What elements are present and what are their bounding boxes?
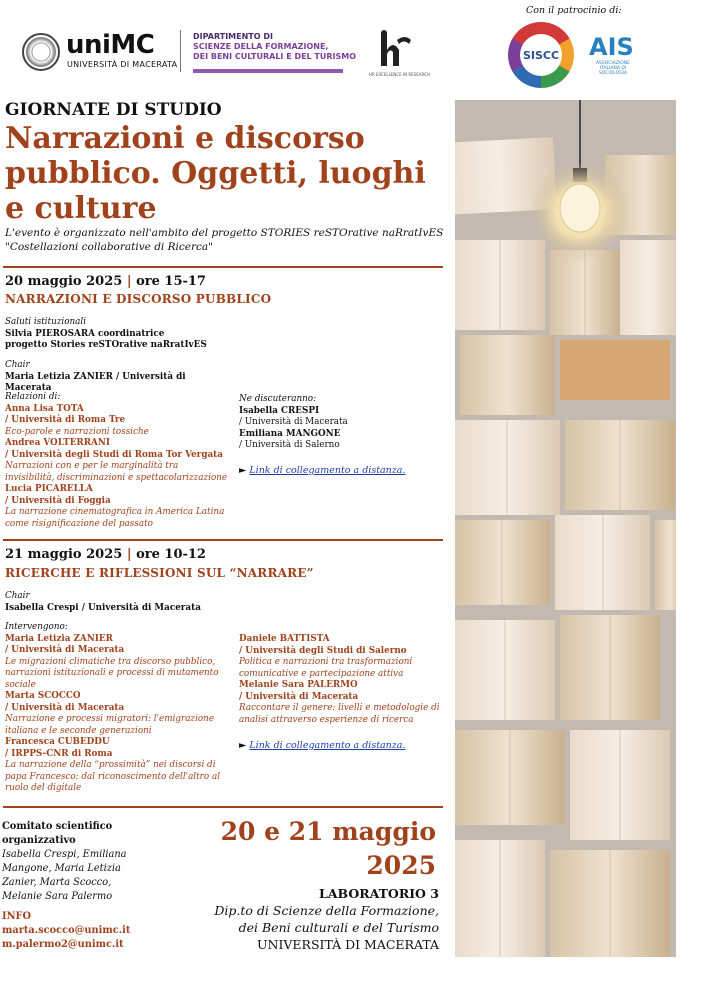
greetings-name: Silvia PIEROSARA coordinatrice	[5, 328, 165, 339]
speaker-talk: Eco-parole e narrazioni tossiche	[5, 426, 149, 437]
speaker-affiliation: / Università di Macerata	[239, 691, 359, 702]
hr-caption: HR EXCELLENCE IN RESEARCH	[369, 72, 430, 77]
day1-chair	[5, 360, 235, 395]
venue-department: Dip.to di Scienze della Formazione, dei Beni culturali e del Turismo	[214, 903, 439, 935]
chair-label: Chair	[5, 360, 30, 370]
unimc-logo: uniMC	[66, 30, 155, 60]
greetings-label: Saluti istituzionali	[5, 317, 87, 327]
speaker-talk: Raccontare il genere: livelli e metodologie di analisi attraverso esperienze di ricerca	[239, 703, 440, 725]
day2-remote-link[interactable]: Link di collegamento a distanza.	[249, 740, 406, 751]
speaker-name: Melanie Sara PALERMO	[239, 680, 358, 690]
department-line: SCIENZE DELLA FORMAZIONE,	[193, 42, 329, 51]
day2-remote-link-row	[239, 740, 405, 751]
speaker-name: Francesca CUBEDDU	[5, 737, 110, 747]
day1-section-title: NARRAZIONI E DISCORSO PUBBLICO	[5, 292, 272, 306]
day2-date-line	[5, 547, 206, 562]
day1-discussants	[239, 394, 444, 452]
speaker-affiliation: / IRPPS-CNR di Roma	[5, 748, 113, 759]
speaker-affiliation: / Università di Foggia	[5, 495, 111, 506]
day2-time: ore 10-12	[136, 547, 206, 562]
venue-block	[195, 885, 439, 953]
speaker-talk: Narrazione e processi migratori: l'emigrazione italiana e le seconde generazioni	[5, 714, 215, 736]
day2-section-title: RICERCHE E RIFLESSIONI SUL “NARRARE”	[5, 566, 314, 580]
speaker-affiliation: / Università degli Studi di Roma Tor Vergata	[5, 449, 223, 460]
day1-greetings	[5, 317, 235, 352]
speaker-affiliation: / Università di Macerata	[5, 645, 125, 655]
patronage-label: Con il patrocinio di:	[526, 5, 622, 16]
chair-name: Isabella Crespi / Università di Macerata	[5, 602, 201, 613]
day2-speakers-left	[5, 622, 227, 795]
logo-divider	[180, 30, 181, 72]
day1-date: 20 maggio 2025	[5, 274, 123, 289]
speaker-talk: La narrazione della “prossimità” nei discorsi di papa Francesco: dal riconoscimento dell'altro al ruolo del digitale	[5, 760, 221, 793]
department-logo	[193, 32, 356, 62]
discussant-name: Isabella CRESPI	[239, 405, 320, 416]
kicker: GIORNATE DI STUDIO	[5, 100, 222, 120]
arrow-right-icon: ►	[239, 740, 247, 751]
speaker-name: Lucia PICARELLA	[5, 484, 93, 494]
venue-room: LABORATORIO 3	[319, 886, 439, 901]
department-line: DIPARTIMENTO DI	[193, 32, 273, 41]
speaker-name: Marta SCOCCO	[5, 691, 81, 701]
hr-excellence-icon	[375, 30, 415, 70]
speaker-name: Daniele BATTISTA	[239, 634, 330, 644]
discussant-affiliation: / Università di Macerata	[239, 417, 348, 427]
speakers-label: Intervengono:	[5, 622, 68, 632]
committee-members: Isabella Crespi, Emiliana Mangone, Maria Letizia Zanier, Marta Scocco, Melanie Sara Palermo	[2, 849, 127, 902]
committee-title: Comitato scientifico organizzativo	[2, 821, 113, 846]
committee-block	[2, 820, 152, 952]
speaker-name: Maria Letizia ZANIER	[5, 633, 113, 644]
discussants-label: Ne discuteranno:	[239, 394, 317, 404]
event-intro: L'evento è organizzato nell'ambito del progetto STORIES reSTOrative naRratIvES "Costellazioni collaborative di Ricerca"	[5, 227, 444, 253]
speaker-affiliation: / Università degli Studi di Salerno	[239, 645, 407, 656]
day2-date: 21 maggio 2025	[5, 547, 123, 562]
siscc-logo: SISCC	[520, 34, 562, 76]
speaker-name: Andrea VOLTERRANI	[5, 438, 111, 448]
speaker-talk: Politica e narrazioni tra trasformazioni comunicative e partecipazione attiva	[239, 657, 413, 679]
greetings-role: progetto Stories reSTOrative naRratIvES	[5, 340, 207, 350]
unimc-subtitle: UNIVERSITÀ DI MACERATA	[67, 60, 178, 69]
speakers-label: Relazioni di:	[5, 392, 61, 402]
event-dates: 20 e 21 maggio 2025	[220, 817, 436, 880]
arrow-right-icon: ►	[239, 465, 247, 476]
venue-university: UNIVERSITÀ DI MACERATA	[256, 937, 439, 952]
separator: |	[122, 547, 137, 562]
info-label: INFO	[2, 911, 32, 922]
speaker-affiliation: / Università di Macerata	[5, 702, 125, 713]
photo-illustration	[455, 100, 676, 957]
email-link[interactable]: m.palermo2@unimc.it	[2, 939, 124, 950]
ais-subtitle: ASSOCIAZIONE ITALIANA DI SOCIOLOGIA	[595, 61, 631, 76]
lightbulb-icon	[560, 184, 600, 232]
day1-date-line	[5, 274, 206, 289]
divider	[3, 806, 443, 808]
page-title: Narrazioni e discorso pubblico. Oggetti, luoghi e culture	[5, 121, 426, 226]
divider	[3, 266, 443, 268]
divider	[3, 539, 443, 541]
discussant-name: Emiliana MANGONE	[239, 428, 341, 439]
speaker-talk: Narrazioni con e per le marginalità tra invisibilità, discriminazioni e spettacolarizzazione	[5, 461, 228, 483]
department-logo-bar	[193, 69, 343, 73]
separator: |	[122, 274, 137, 289]
day1-time: ore 15-17	[136, 274, 206, 289]
day2-chair	[5, 591, 235, 614]
speaker-affiliation: / Università di Roma Tre	[5, 415, 126, 425]
chair-label: Chair	[5, 591, 30, 601]
chair-name: Maria Letizia ZANIER / Università di Macerata	[5, 371, 186, 393]
day1-remote-link-row	[239, 465, 405, 476]
email-link[interactable]: marta.scocco@unimc.it	[2, 925, 131, 936]
discussant-affiliation: / Università di Salerno	[239, 440, 340, 450]
speaker-talk: Le migrazioni climatiche tra discorso pubblico, narrazioni istituzionali e processi di mutamento sociale	[5, 656, 219, 690]
speaker-name: Anna Lisa TOTA	[5, 403, 84, 414]
day1-speakers	[5, 392, 230, 530]
department-line: DEI BENI CULTURALI E DEL TURISMO	[193, 52, 357, 61]
unimc-seal-icon	[22, 33, 60, 71]
day1-remote-link[interactable]: Link di collegamento a distanza.	[249, 465, 406, 476]
ais-logo: AIS	[589, 33, 634, 61]
day2-speakers-right	[239, 634, 444, 726]
books-lightbulb-photo	[455, 100, 676, 957]
speaker-talk: La narrazione cinematografica in America Latina come risignificazione del passato	[5, 507, 225, 529]
